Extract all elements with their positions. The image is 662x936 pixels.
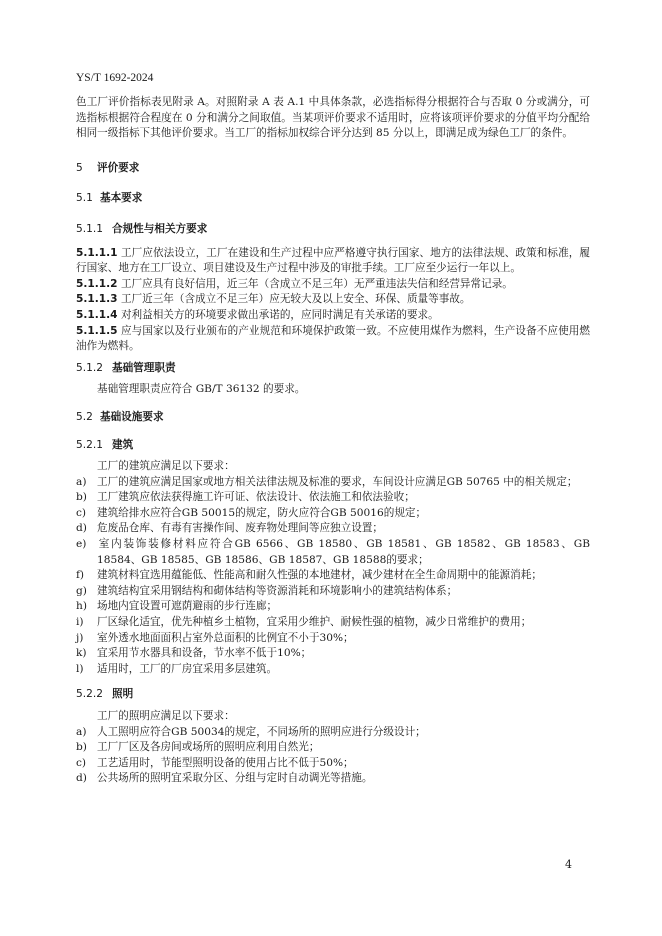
list-label: e) bbox=[76, 538, 87, 551]
list-label: c) bbox=[76, 506, 87, 519]
list-item bbox=[76, 615, 590, 631]
clause-number: 5.1.1.5 bbox=[76, 324, 118, 337]
section-title: 基本要求 bbox=[100, 192, 143, 205]
list-label: j) bbox=[76, 631, 84, 644]
section-number: 5.2 bbox=[76, 410, 93, 423]
page-content bbox=[76, 95, 590, 787]
list-label: b) bbox=[76, 491, 87, 504]
list-item bbox=[76, 756, 590, 772]
clause-text: 应与国家以及行业颁布的产业规范和环境保护政策一致。不应使用煤作为燃料，生产设备不应使用燃油作为燃料。 bbox=[76, 324, 590, 353]
list-label: k) bbox=[76, 647, 87, 660]
list-text: 室外透水地面面积占室外总面积的比例宜不小于30%； bbox=[97, 631, 354, 644]
section-title: 合规性与相关方要求 bbox=[112, 222, 208, 235]
list-item bbox=[76, 771, 590, 787]
section-number: 5.1.1 bbox=[76, 222, 103, 235]
clause-text: 工厂近三年（含成立不足三年）应无较大及以上安全、环保、质量等事故。 bbox=[120, 293, 471, 306]
list-label: g) bbox=[76, 584, 87, 597]
list-label: b) bbox=[76, 741, 87, 754]
list-text: 厂区绿化适宜，优先种植乡土植物，宜采用少维护、耐候性强的植物，减少日常维护的费用； bbox=[97, 616, 532, 629]
section-title: 基础管理职责 bbox=[112, 361, 176, 374]
list-text: 建筑给排水应符合GB 50015的规定，防火应符合GB 50016的规定； bbox=[97, 506, 427, 519]
section-5-1-2-heading bbox=[76, 361, 590, 377]
list-text: 工厂厂区及各房间或场所的照明应利用自然光； bbox=[97, 741, 320, 754]
list-item bbox=[76, 631, 590, 647]
list-text: 工艺适用时，节能型照明设备的使用占比不低于50%； bbox=[97, 756, 354, 769]
clause-text: 工厂应具有良好信用，近三年（含成立不足三年）无严重违法失信和经营异常记录。 bbox=[120, 277, 513, 290]
section-title: 建筑 bbox=[112, 438, 134, 451]
list-text: 场地内宜设置可遮荫避雨的步行连廊； bbox=[97, 600, 278, 613]
clause-5-1-1-3 bbox=[76, 292, 590, 308]
list-label: d) bbox=[76, 772, 87, 785]
section-5-1-1-heading bbox=[76, 222, 590, 238]
list-label: a) bbox=[76, 475, 87, 488]
list-item bbox=[76, 584, 590, 600]
clause-text: 对利益相关方的环境要求做出承诺的，应同时满足有关承诺的要求。 bbox=[120, 308, 439, 321]
list-item bbox=[76, 725, 590, 741]
page-number: 4 bbox=[565, 858, 572, 871]
list-text: 工厂的建筑应满足国家或地方相关法律法规及标准的要求，车间设计应满足GB 50765 中的相关规定； bbox=[97, 475, 578, 488]
section-5-1-heading bbox=[76, 191, 590, 207]
section-number: 5.1.2 bbox=[76, 361, 103, 374]
list-item bbox=[76, 537, 590, 568]
section-number: 5 bbox=[76, 161, 83, 174]
list-label: l) bbox=[76, 662, 84, 675]
section-5-2-1-lead: 工厂的建筑应满足以下要求： bbox=[97, 460, 235, 473]
section-5-1-2-text: 基础管理职责应符合 GB/T 36132 的要求。 bbox=[97, 383, 306, 396]
clause-number: 5.1.1.4 bbox=[76, 308, 118, 321]
section-number: 5.2.2 bbox=[76, 688, 103, 701]
clause-number: 5.1.1.1 bbox=[76, 246, 118, 259]
section-number: 5.1 bbox=[76, 192, 93, 205]
list-item bbox=[76, 599, 590, 615]
list-label: d) bbox=[76, 522, 87, 535]
clause-5-1-1-5 bbox=[76, 324, 590, 355]
list-item bbox=[76, 646, 590, 662]
list-text: 适用时，工厂的厂房宜采用多层建筑。 bbox=[97, 662, 278, 675]
list-item bbox=[76, 568, 590, 584]
list-item bbox=[76, 662, 590, 678]
list-label: a) bbox=[76, 725, 87, 738]
list-label: c) bbox=[76, 756, 87, 769]
clause-text: 工厂应依法设立，工厂在建设和生产过程中应严格遵守执行国家、地方的法律法规、政策和标准，履行国家、地方在工厂设立、项目建设及生产过程中涉及的审批手续。工厂应至少运行一年以上。 bbox=[76, 246, 590, 275]
section-title: 照明 bbox=[112, 688, 134, 701]
clause-5-1-1-1 bbox=[76, 246, 590, 277]
document-code: YS/T 1692-2024 bbox=[76, 72, 154, 84]
list-text: 室内装饰装修材料应符合GB 6566、GB 18580、GB 18581、GB 18582、GB 18583、GB 18584、GB 18585、GB 18586、GB 18587、GB 18588的要求； bbox=[97, 538, 590, 566]
section-5-2-2-heading bbox=[76, 687, 590, 703]
list-item bbox=[76, 740, 590, 756]
list-label: h) bbox=[76, 600, 87, 613]
list-item bbox=[76, 506, 590, 522]
section-5-2-heading bbox=[76, 410, 590, 426]
clause-number: 5.1.1.2 bbox=[76, 277, 118, 290]
list-item bbox=[76, 490, 590, 506]
list-text: 宜采用节水器具和设备，节水率不低于10%； bbox=[97, 647, 312, 660]
list-item bbox=[76, 475, 590, 491]
section-title: 基础设施要求 bbox=[100, 410, 164, 423]
list-text: 建筑结构宜采用钢结构和砌体结构等资源消耗和环境影响小的建筑结构体系； bbox=[97, 584, 458, 597]
list-text: 危废品仓库、有毒有害操作间、废弃物处理间等应独立设置； bbox=[97, 522, 384, 535]
list-item bbox=[76, 521, 590, 537]
list-text: 建筑材料宜选用蕴能低、性能高和耐久性强的本地建材，减少建材在全生命周期中的能源消耗； bbox=[97, 569, 542, 582]
clause-5-1-1-4 bbox=[76, 308, 590, 324]
list-label: i) bbox=[76, 616, 84, 629]
section-title: 评价要求 bbox=[97, 161, 140, 174]
intro-paragraph: 色工厂评价指标表见附录 A。对照附录 A 表 A.1 中具体条款，必选指标得分根据符合与否取 0 分或满分，可选指标根据符合程度在 0 分和满分之间取值。当某项评价要求不适用时，应将该项评价要求的分值平均分配给相同一级指标下其他评价要求。当工厂的指标加权综合评分达到 85 分以上，即满足成为绿色工厂的条件。 bbox=[76, 96, 590, 140]
section-5-2-1-heading bbox=[76, 438, 590, 454]
section-5-heading bbox=[76, 161, 590, 177]
list-text: 公共场所的照明宜采取分区、分组与定时自动调光等措施。 bbox=[97, 772, 373, 785]
list-label: f) bbox=[76, 569, 85, 582]
list-text: 人工照明应符合GB 50034的规定，不同场所的照明应进行分级设计； bbox=[97, 725, 426, 738]
clause-number: 5.1.1.3 bbox=[76, 293, 118, 306]
section-number: 5.2.1 bbox=[76, 438, 103, 451]
clause-5-1-1-2 bbox=[76, 277, 590, 293]
section-5-2-2-lead: 工厂的照明应满足以下要求： bbox=[97, 710, 235, 722]
list-text: 工厂建筑应依法获得施工许可证、依法设计、依法施工和依法验收； bbox=[97, 491, 415, 504]
